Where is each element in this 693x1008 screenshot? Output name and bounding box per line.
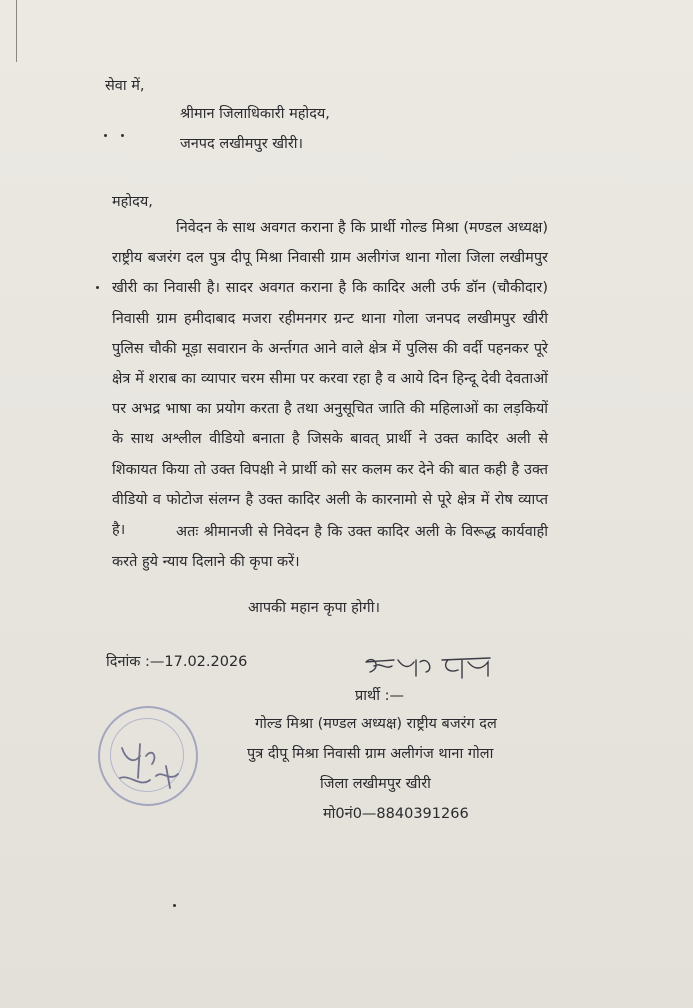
recipient-title: श्रीमान जिलाधिकारी महोदय, bbox=[180, 106, 330, 122]
ink-dot bbox=[104, 134, 107, 137]
letter-body-text: निवेदन के साथ अवगत कराना है कि प्रार्थी गोल्ड मिश्रा (मण्डल अध्यक्ष) राष्ट्रीय बजरंग दल पुत्र दीपू मिश्रा निवासी ग्राम अलीगंज थाना गोला जिला लखीमपुर खीरी का निवासी है। सादर अवगत कराना है कि कादिर अली उर्फ डॉन (चौकीदार) निवासी ग्राम हमीदाबाद मजरा रहीमनगर ग्रन्ट थाना गोला जनपद लखीमपुर खीरी पुलिस चौकी मूड़ा सवारान के अर्न्तगत आने वाले क्षेत्र में पुलिस की वर्दी पहनकर पूरे क्षेत्र में शराब का व्यापार चरम सीमा पर करवा रहा है व आये दिन हिन्दू देवी देवताओं पर अभद्र भाषा का प्रयोग करता है तथा अनुसूचित जाति की महिलाओं का लड़कियों के साथ अश्लील वीडियो बनाता है जिसके बावत् प्रार्थी ने उक्त कादिर अली से शिकायत किया तो उक्त विपक्षी ने प्रार्थी को सर कलम कर देने की बात कही है उक्त वीडियो व फोटोज संलग्न है उक्त कादिर अली के कारनामो से पूरे क्षेत्र में रोष व्याप्त है। bbox=[112, 220, 548, 539]
ink-dot bbox=[173, 904, 176, 907]
applicant-line-3: जिला लखीमपुर खीरी bbox=[320, 776, 431, 792]
date-row bbox=[106, 652, 247, 672]
letter-body-paragraph bbox=[112, 213, 548, 545]
seal-handwriting bbox=[100, 708, 196, 804]
applicant-label: प्रार्थी :— bbox=[355, 688, 405, 704]
date-value: 17.02.2026 bbox=[164, 654, 248, 670]
signature bbox=[362, 648, 502, 686]
greeting: महोदय, bbox=[112, 194, 153, 210]
applicant-line-2: पुत्र दीपू मिश्रा निवासी ग्राम अलीगंज थाना गोला bbox=[247, 746, 494, 762]
paper-fold-mark bbox=[16, 0, 17, 62]
applicant-line-1: गोल्ड मिश्रा (मण्डल अध्यक्ष) राष्ट्रीय बजरंग दल bbox=[255, 716, 497, 732]
handwritten-signature bbox=[362, 648, 502, 682]
applicant-mobile: मो0नं0—8840391266 bbox=[323, 806, 469, 822]
recipient-district: जनपद लखीमपुर खीरी। bbox=[180, 136, 304, 152]
closing-line: आपकी महान कृपा होगी। bbox=[248, 600, 380, 616]
official-seal-stamp bbox=[98, 706, 198, 806]
request-text: अतः श्रीमानजी से निवेदन है कि उक्त कादिर अली के विरूद्ध कार्यवाही करते हुये न्याय दिलाने की कृपा करें। bbox=[112, 524, 548, 571]
date-label: दिनांक :— bbox=[106, 654, 165, 670]
salutation-to: सेवा में, bbox=[105, 78, 145, 94]
ink-dot bbox=[121, 134, 124, 137]
request-paragraph bbox=[112, 517, 548, 577]
ink-dot bbox=[96, 286, 99, 289]
